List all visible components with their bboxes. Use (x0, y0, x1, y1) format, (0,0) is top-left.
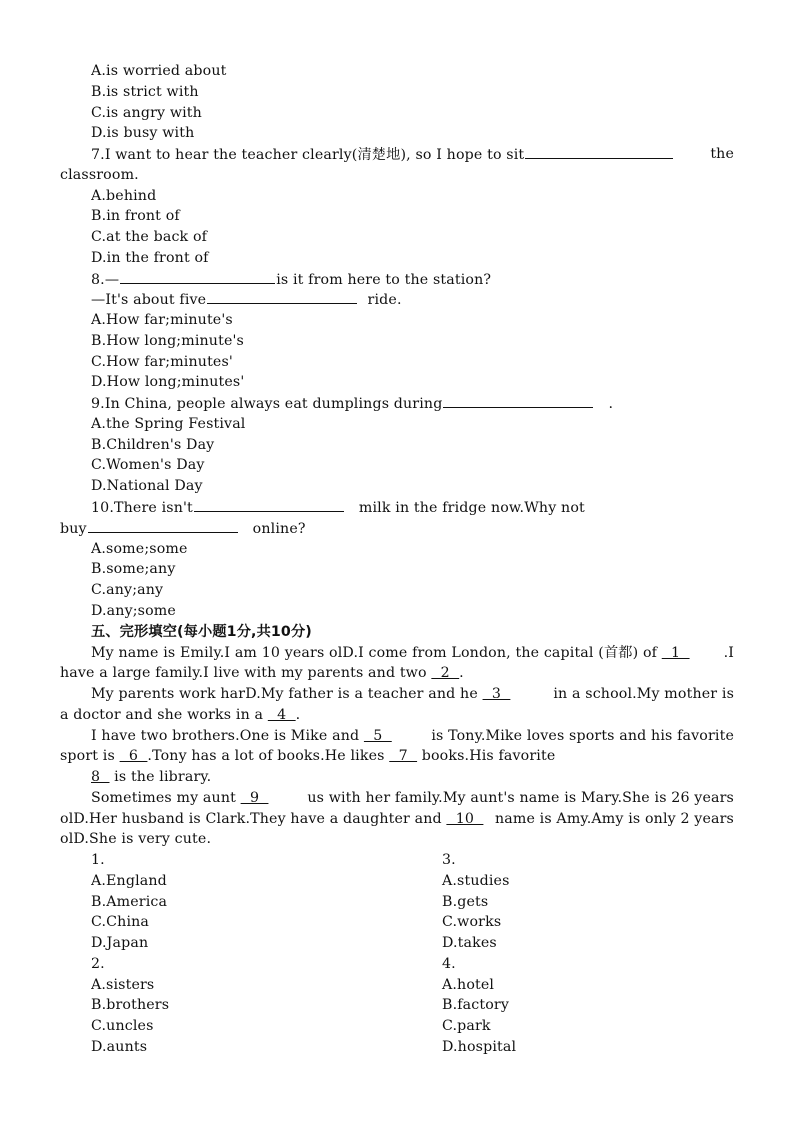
cloze-text-1b: .I (723, 645, 734, 661)
cloze-q3-option-b: B.gets (442, 894, 489, 910)
q6-option-b: B.is strict with (91, 84, 199, 100)
cloze-blank-2: 2 (431, 665, 460, 681)
q9-blank (443, 393, 593, 408)
cloze-text-1a: My name is Emily.I am 10 years olD.I come from London, the capital (首都) of (91, 645, 658, 661)
cloze-text-4d: name is Amy.Amy is only 2 years (494, 811, 734, 827)
cloze-blank-8: 8 (91, 769, 110, 785)
cloze-line-3 (91, 684, 734, 705)
cloze-line-7 (91, 767, 734, 788)
cloze-blank-5: 5 (363, 728, 392, 744)
section-5-heading: 五、完形填空(每小题1分,共10分) (91, 624, 312, 640)
cloze-line-4 (60, 705, 734, 726)
cloze-text-2b: in a school.My mother is (553, 686, 734, 702)
q10-line2-post: online? (252, 521, 306, 537)
q7-stem-text: 7.I want to hear the teacher clearly(清楚地), so I hope to sit (91, 147, 525, 163)
q10-option-b: B.some;any (91, 561, 176, 577)
q10-line2-pre: buy (60, 521, 87, 537)
q9-option-d: D.National Day (91, 478, 203, 494)
q7-option-c: C.at the back of (91, 229, 208, 245)
q8-line1-pre: 8.— (91, 272, 120, 288)
cloze-line-1 (91, 643, 734, 664)
cloze-q1-option-c: C.China (91, 914, 150, 930)
cloze-q3-number: 3. (442, 852, 456, 868)
q8-line1-post: is it from here to the station? (276, 272, 492, 288)
q10-stem-mid: milk in the fridge now.Why not (358, 500, 585, 516)
cloze-q4-option-c: C.park (442, 1018, 491, 1034)
cloze-line-8 (91, 788, 734, 809)
cloze-blank-4: 4 (267, 707, 296, 723)
cloze-blank-9: 9 (240, 790, 269, 806)
q9-stem (91, 393, 734, 414)
cloze-text-3f: is the library. (114, 769, 212, 785)
q8-blank-2 (207, 289, 357, 304)
cloze-blank-3: 3 (482, 686, 511, 702)
cloze-line-5 (91, 726, 734, 747)
q8-option-a: A.How far;minute's (91, 312, 233, 328)
cloze-text-4b: us with her family.My aunt's name is Mary.She is 26 years (307, 790, 734, 806)
q10-option-a: A.some;some (91, 541, 188, 557)
q7-stem-continued: classroom. (60, 167, 139, 183)
q6-option-a: A.is worried about (91, 63, 227, 79)
q9-option-c: C.Women's Day (91, 457, 205, 473)
cloze-text-3c: sport is (60, 748, 115, 764)
cloze-text-2a: My parents work harD.My father is a teacher and he (91, 686, 478, 702)
q10-blank-2 (88, 518, 238, 533)
cloze-q2-option-c: C.uncles (91, 1018, 154, 1034)
cloze-text-3b: is Tony.Mike loves sports and his favorite (431, 728, 734, 744)
cloze-text-4a: Sometimes my aunt (91, 790, 236, 806)
q7-option-d: D.in the front of (91, 250, 209, 266)
cloze-blank-10: 10 (446, 811, 484, 827)
q8-line-2 (91, 289, 734, 310)
q6-option-c: C.is angry with (91, 105, 202, 121)
q7-blank (525, 144, 673, 159)
cloze-q1-option-a: A.England (91, 873, 167, 889)
cloze-q2-number: 2. (91, 956, 105, 972)
cloze-line-6 (60, 746, 734, 767)
cloze-blank-7: 7 (389, 748, 418, 764)
cloze-q1-number: 1. (91, 852, 105, 868)
q7-option-b: B.in front of (91, 208, 180, 224)
q6-option-d: D.is busy with (91, 125, 195, 141)
cloze-text-4c: olD.Her husband is Clark.They have a daughter and (60, 811, 442, 827)
cloze-q2-option-a: A.sisters (91, 977, 155, 993)
cloze-line-9 (60, 809, 734, 830)
cloze-blank-6: 6 (119, 748, 148, 764)
q9-stem-end: . (608, 396, 614, 412)
q8-line2-post: ride. (367, 292, 402, 308)
q10-stem (91, 497, 734, 518)
q8-option-b: B.How long;minute's (91, 333, 244, 349)
q8-option-c: C.How far;minutes' (91, 354, 233, 370)
cloze-line-10: olD.She is very cute. (60, 831, 212, 847)
q8-blank-1 (120, 269, 275, 284)
cloze-blank-1: 1 (661, 645, 690, 661)
cloze-q3-option-a: A.studies (442, 873, 510, 889)
q7-stem-tail: the (710, 146, 734, 162)
q9-stem-text: 9.In China, people always eat dumplings during (91, 396, 443, 412)
cloze-q3-option-c: C.works (442, 914, 502, 930)
cloze-q2-option-d: D.aunts (91, 1039, 148, 1055)
cloze-line-2 (60, 663, 734, 684)
q10-stem-line-2 (60, 518, 734, 539)
q7-option-a: A.behind (91, 188, 157, 204)
cloze-q4-option-d: D.hospital (442, 1039, 517, 1055)
q7-stem (91, 144, 734, 165)
q8-option-d: D.How long;minutes' (91, 374, 245, 390)
cloze-q4-option-a: A.hotel (442, 977, 495, 993)
q10-option-c: C.any;any (91, 582, 164, 598)
cloze-q4-option-b: B.factory (442, 997, 509, 1013)
cloze-text-2c: a doctor and she works in a (60, 707, 264, 723)
cloze-q1-option-d: D.Japan (91, 935, 149, 951)
q8-line2-pre: —It's about five (91, 292, 207, 308)
cloze-text-1c: have a large family.I live with my parents and two (60, 665, 427, 681)
cloze-q2-option-b: B.brothers (91, 997, 170, 1013)
cloze-text-1d: . (459, 665, 464, 681)
cloze-q4-number: 4. (442, 956, 456, 972)
q8-line-1 (91, 269, 734, 290)
cloze-text-3a: I have two brothers.One is Mike and (91, 728, 360, 744)
q10-blank-1 (194, 497, 344, 512)
q10-option-d: D.any;some (91, 603, 176, 619)
cloze-text-2d: . (295, 707, 301, 723)
cloze-text-3d: .Tony has a lot of books.He likes (147, 748, 385, 764)
q9-option-b: B.Children's Day (91, 437, 215, 453)
q9-option-a: A.the Spring Festival (91, 416, 246, 432)
cloze-q1-option-b: B.America (91, 894, 168, 910)
q10-stem-pre: 10.There isn't (91, 500, 193, 516)
cloze-text-3e: books.His favorite (421, 748, 556, 764)
cloze-q3-option-d: D.takes (442, 935, 497, 951)
